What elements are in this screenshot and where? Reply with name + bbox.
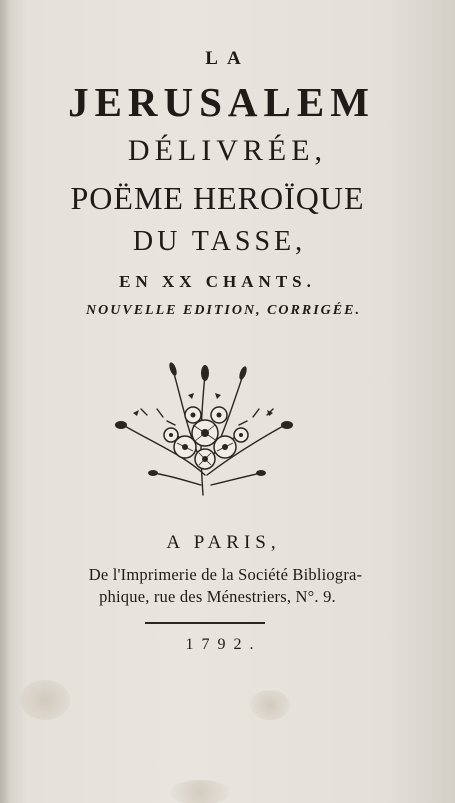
edition-note: NOUVELLE EDITION, CORRIGÉE. (86, 303, 361, 318)
imprint-address-line: phique, rue des Ménestriers, N°. 9. (99, 587, 336, 606)
foxing-stain (170, 780, 230, 803)
floral-bouquet-icon (113, 355, 295, 503)
title-cantos: EN XX CHANTS. (119, 272, 316, 291)
title-subtitle: DÉLIVRÉE, (127, 134, 328, 167)
foxing-stain (250, 690, 290, 720)
title-author: DU TASSE, (132, 226, 307, 257)
title-main: JERUSALEM (68, 79, 375, 125)
divider-rule (145, 622, 265, 624)
imprint-printer-line: De l'Imprimerie de la Société Bibliogra- (88, 565, 363, 584)
title-genre: POËME HEROÏQUE (70, 180, 365, 216)
title-article: LA (205, 48, 250, 69)
foxing-stain (20, 680, 70, 720)
publication-year: 1792. (185, 636, 262, 653)
imprint-city: A PARIS, (166, 532, 281, 553)
